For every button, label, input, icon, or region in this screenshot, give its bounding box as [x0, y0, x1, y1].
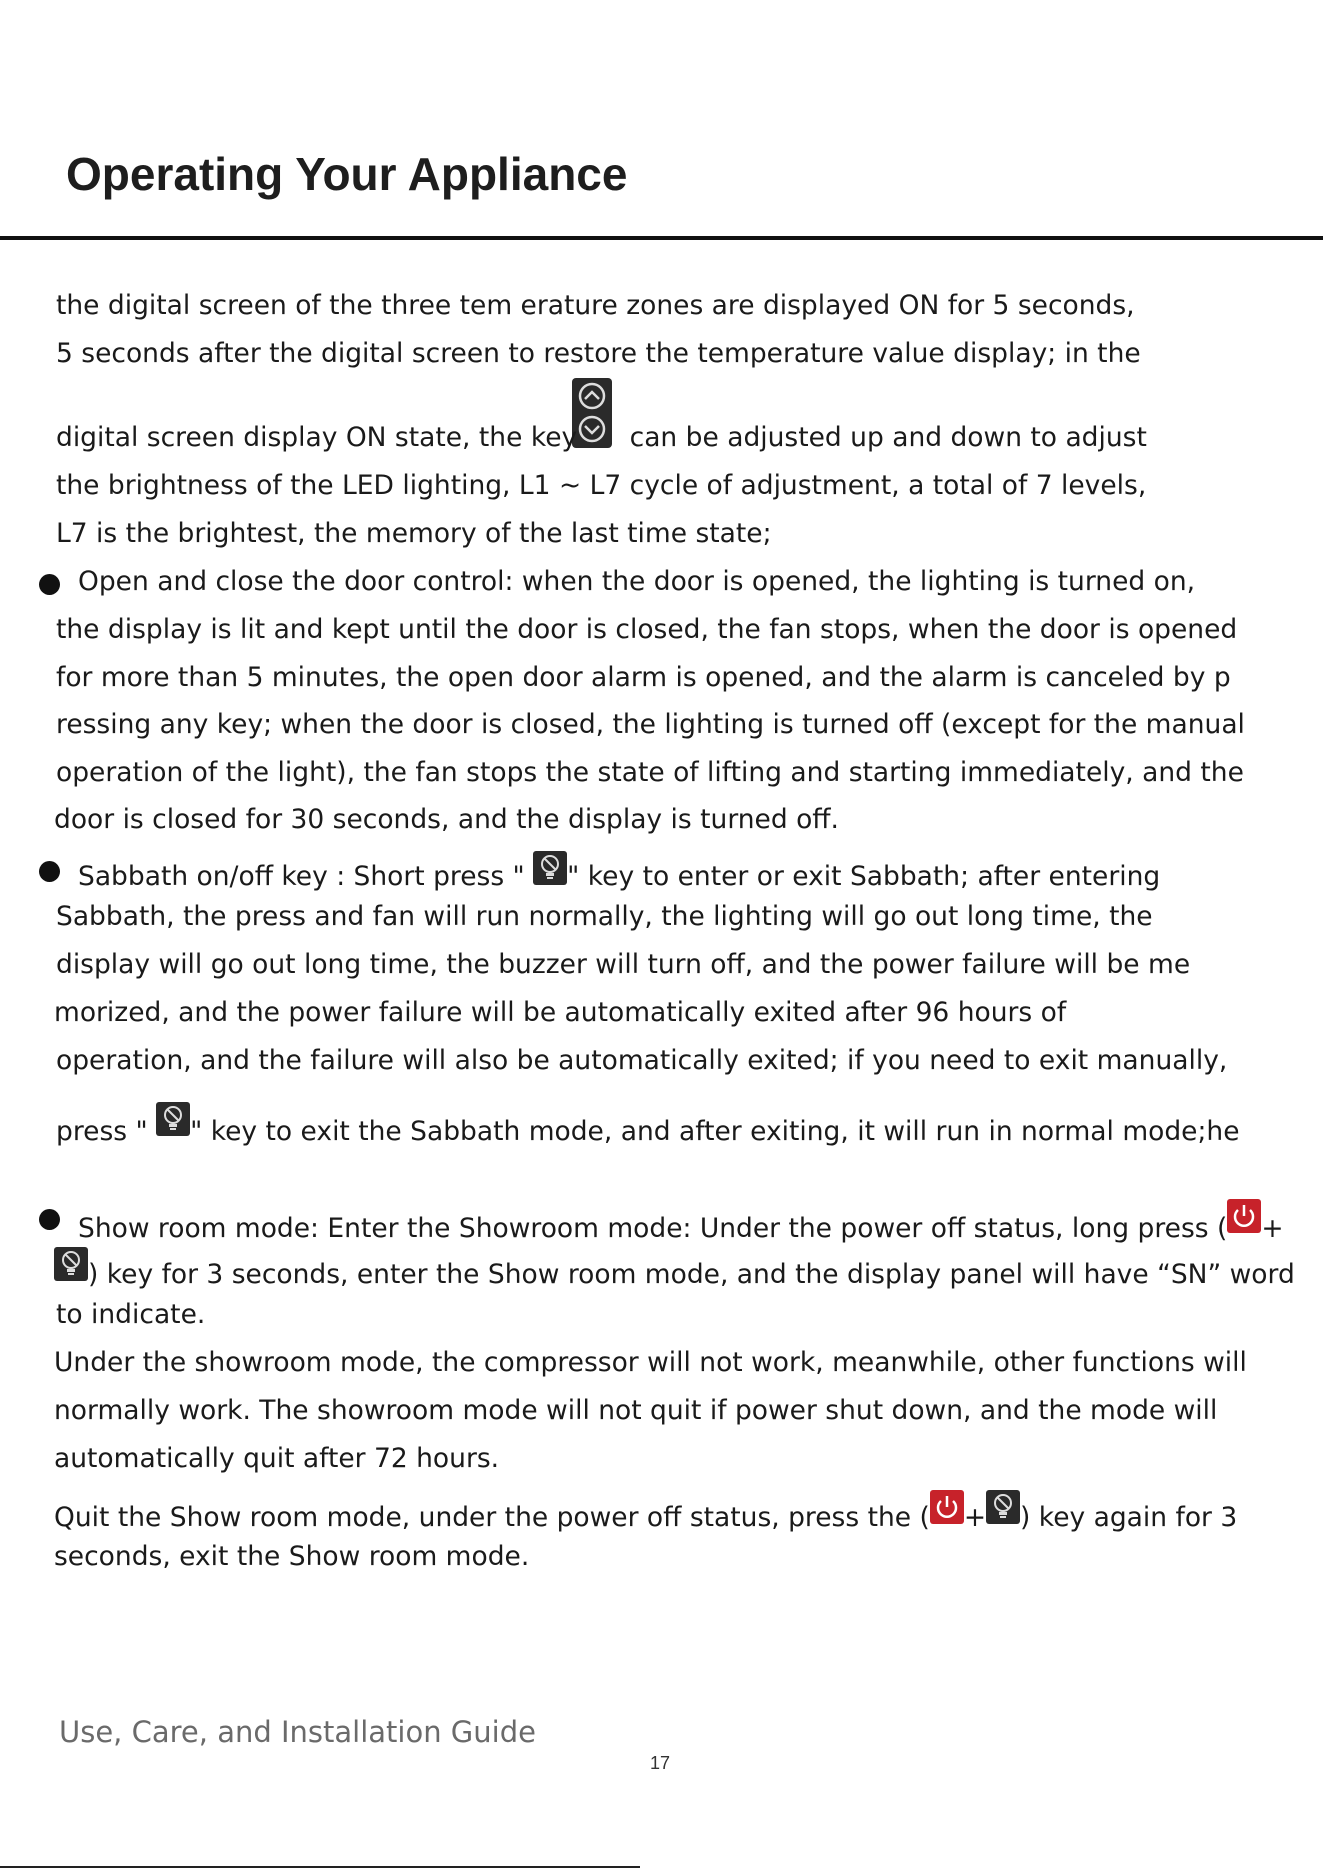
body-line: seconds, exit the Show room mode.	[54, 1541, 530, 1572]
body-line	[56, 1102, 1240, 1150]
footer-guide-title: Use, Care, and Installation Guide	[59, 1715, 536, 1749]
body-line: for more than 5 minutes, the open door alarm is opened, and the alarm is canceled by p	[56, 662, 1231, 693]
body-line	[78, 1199, 1284, 1247]
bottom-divider	[0, 1866, 640, 1868]
sabbath-lamp-icon	[54, 1247, 88, 1281]
body-line	[56, 420, 1147, 456]
body-line: ressing any key; when the door is closed, the lighting is turned off (except for the manual	[56, 709, 1245, 740]
body-line: Open and close the door control: when the door is opened, the lighting is turned on,	[78, 566, 1196, 597]
page-title: Operating Your Appliance	[66, 148, 628, 200]
body-line: operation, and the failure will also be automatically exited; if you need to exit manually,	[56, 1045, 1228, 1076]
body-text: ) key for 3 seconds, enter the Show room mode, and the display panel will have “SN” word	[88, 1259, 1295, 1290]
body-text: Quit the Show room mode, under the power off status, press the (	[54, 1502, 930, 1533]
body-text: " key to exit the Sabbath mode, and after exiting, it will run in normal mode;he	[190, 1116, 1240, 1147]
body-line	[54, 1490, 1237, 1536]
body-line	[78, 851, 1160, 895]
body-text: " key to enter or exit Sabbath; after entering	[567, 861, 1161, 892]
body-line: the brightness of the LED lighting, L1 ~ L7 cycle of adjustment, a total of 7 levels,	[56, 470, 1147, 501]
bullet-icon	[39, 1209, 60, 1230]
body-line: normally work. The showroom mode will not quit if power shut down, and the mode will	[54, 1395, 1218, 1426]
power-icon	[930, 1490, 964, 1524]
power-icon	[1227, 1199, 1261, 1233]
body-line	[54, 1247, 1295, 1293]
body-text: +	[1261, 1213, 1284, 1244]
page-number: 17	[650, 1753, 671, 1773]
body-line: L7 is the brightest, the memory of the last time state;	[56, 518, 772, 549]
body-line: morized, and the power failure will be automatically exited after 96 hours of	[54, 997, 1067, 1028]
sabbath-lamp-icon	[986, 1490, 1020, 1524]
body-line: automatically quit after 72 hours.	[54, 1443, 500, 1474]
body-line: to indicate.	[56, 1299, 206, 1330]
sabbath-lamp-icon	[533, 851, 567, 885]
body-line: the digital screen of the three tem erature zones are displayed ON for 5 seconds,	[56, 290, 1135, 321]
bullet-icon	[39, 861, 60, 882]
body-text: press "	[56, 1116, 157, 1147]
body-line: door is closed for 30 seconds, and the display is turned off.	[54, 804, 839, 835]
body-text: Show room mode: Enter the Showroom mode: Under the power off status, long press (	[78, 1213, 1228, 1244]
body-line: Under the showroom mode, the compressor will not work, meanwhile, other functions will	[54, 1347, 1247, 1378]
body-line: the display is lit and kept until the door is closed, the fan stops, when the door is opened	[56, 614, 1238, 645]
body-line: display will go out long time, the buzzer will turn off, and the power failure will be me	[56, 949, 1191, 980]
body-text: ) key again for 3	[1020, 1502, 1238, 1533]
sabbath-lamp-icon	[156, 1102, 190, 1136]
body-text: +	[963, 1502, 987, 1533]
bullet-icon	[39, 574, 60, 595]
body-line: 5 seconds after the digital screen to restore the temperature value display; in the	[56, 338, 1141, 369]
body-line: operation of the light), the fan stops the state of lifting and starting immediately, and the	[56, 757, 1244, 788]
body-text: can be adjusted up and down to adjust	[621, 422, 1147, 453]
body-line: Sabbath, the press and fan will run normally, the lighting will go out long time, the	[56, 901, 1153, 932]
title-divider	[0, 236, 1323, 240]
body-text: digital screen display ON state, the key	[56, 422, 578, 453]
body-text: Sabbath on/off key : Short press "	[78, 861, 534, 892]
